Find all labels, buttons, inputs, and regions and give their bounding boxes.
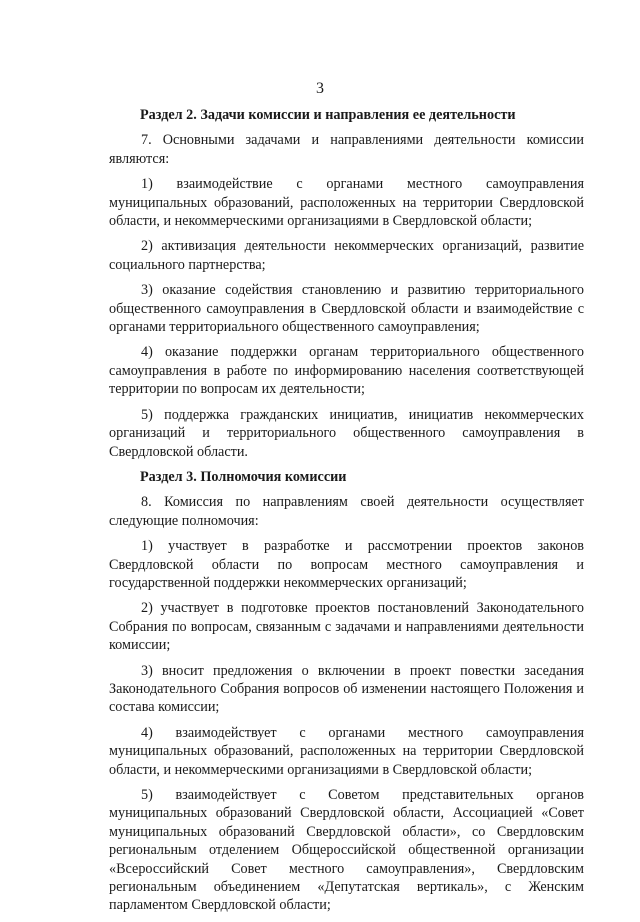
section-2-paragraph: 1) взаимодействие с органами местного самоуправления муниципальных образований, расположенных на территории Свердловской области, и некоммерческими организациями в Свердловской области; — [109, 176, 584, 230]
section-3-paragraph: 1) участвует в разработке и рассмотрении проектов законов Свердловской области по вопросам местного самоуправления и государственной поддержки некоммерческих организаций; — [109, 538, 584, 591]
section-2-paragraph: 4) оказание поддержки органам территориального общественного самоуправления в работе по информированию населения соответствующей территории по вопросам их деятельности; — [109, 344, 584, 398]
section-2-paragraph: 5) поддержка гражданских инициатив, инициатив некоммерческих организаций и территориального общественного самоуправления в Свердловской области. — [109, 406, 584, 460]
section-2-paragraph: 3) оказание содействия становлению и развитию территориального общественного самоуправления в Свердловской области и взаимодействие с органами территориального общественного самоуправления; — [109, 282, 584, 336]
page-number: 3 — [316, 80, 324, 97]
section-2-heading: Раздел 2. Задачи комиссии и направления ее деятельности — [140, 107, 516, 123]
section-2-paragraph: 2) активизация деятельности некоммерческих организаций, развитие социального партнерства; — [109, 238, 584, 273]
document-body — [109, 106, 584, 922]
section-3-paragraph: 8. Комиссия по направлениям своей деятельности осуществляет следующие полномочия: — [109, 494, 584, 529]
section-3-paragraph: 2) участвует в подготовке проектов постановлений Законодательного Собрания по вопросам, связанным с задачами и направлениями деятельности комиссии; — [109, 600, 584, 654]
section-3-paragraph: 3) вносит предложения о включении в проект повестки заседания Законодательного Собрания вопросов об изменении настоящего Положения и состава комиссии; — [109, 662, 584, 716]
section-3-paragraph: 4) взаимодействует с органами местного самоуправления муниципальных образований, расположенных на территории Свердловской области, и некоммерческими организациями в Свердловской области; — [109, 724, 584, 778]
section-2-paragraph: 7. Основными задачами и направлениями деятельности комиссии являются: — [109, 132, 584, 167]
section-3-paragraph: 5) взаимодействует с Советом представительных органов муниципальных образований Свердловской области, Ассоциацией «Совет муниципальных образований Свердловской области», со Свердловским региональным отделением Общероссийской общественной организации «Всероссийский Совет местного самоуправления», Свердловским региональным объединением «Депутатская вертикаль», с Женским парламентом Свердловской области; — [109, 787, 584, 914]
section-3-heading: Раздел 3. Полномочия комиссии — [140, 468, 347, 485]
